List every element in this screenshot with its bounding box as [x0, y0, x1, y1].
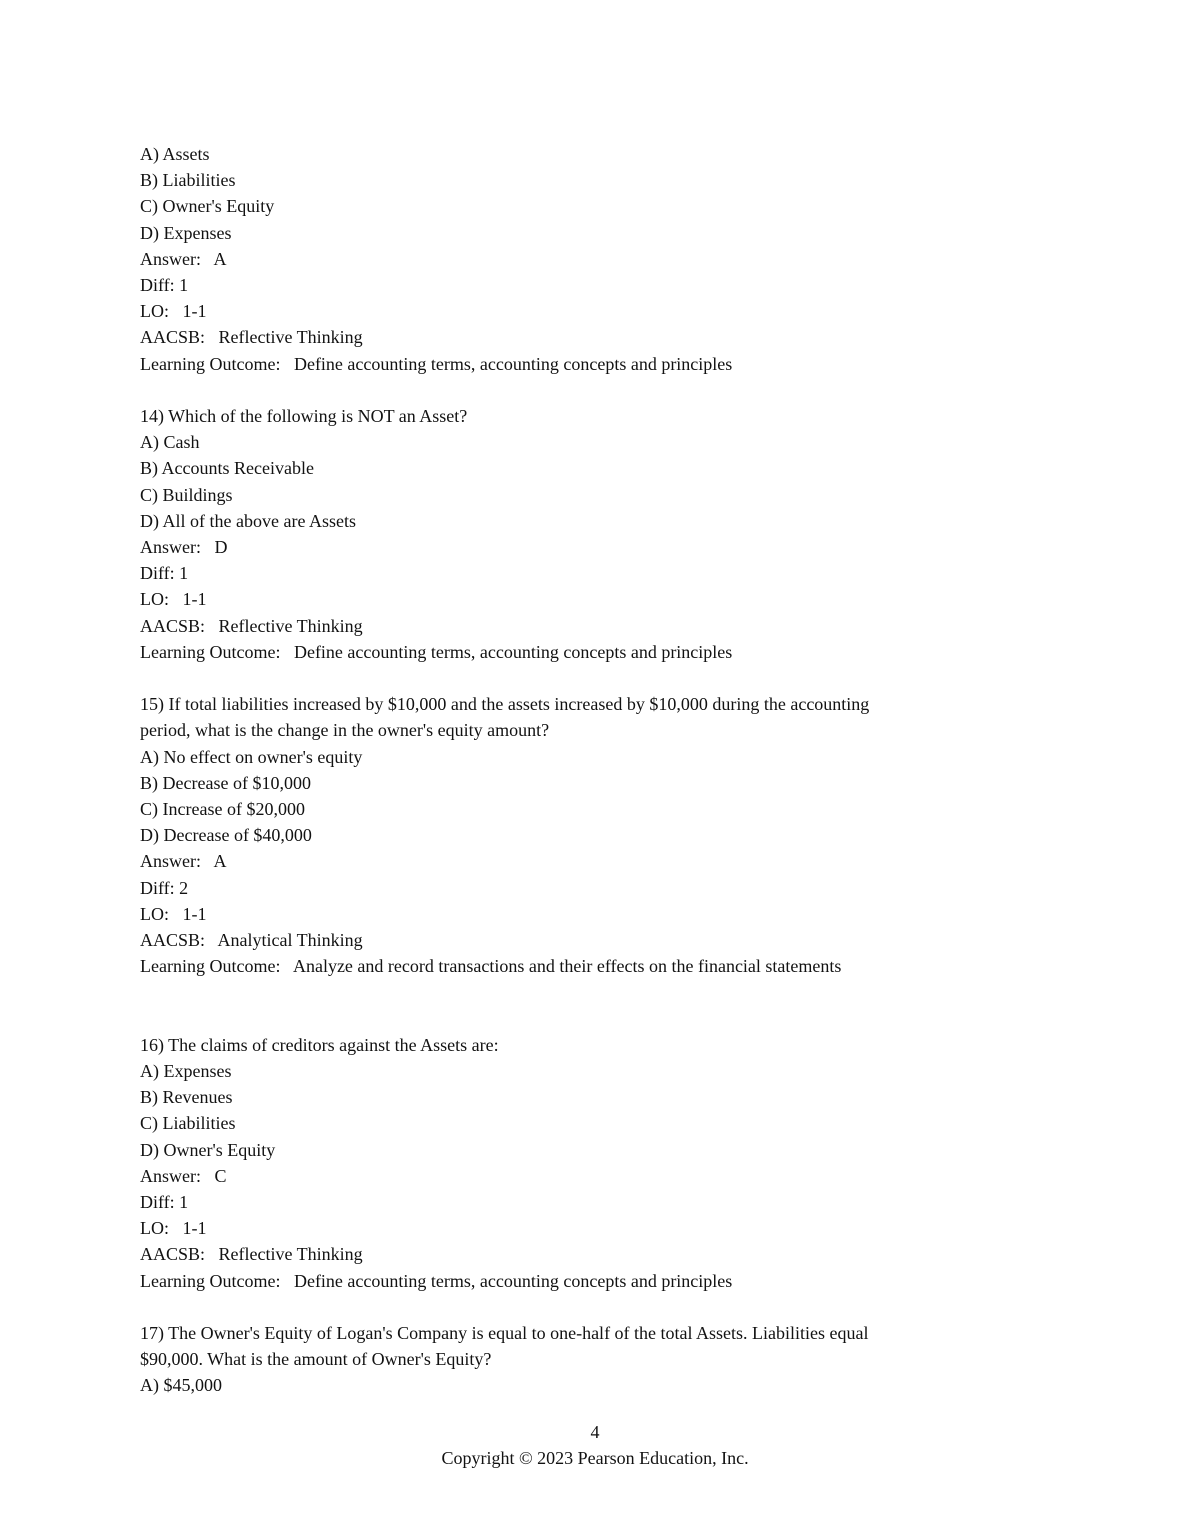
text-line: A) No effect on owner's equity: [140, 746, 363, 767]
text-line: 16) The claims of creditors against the Assets are:: [140, 1034, 499, 1055]
page-number: 4: [590, 1422, 600, 1442]
text-line: Learning Outcome: Define accounting terms, accounting concepts and principles: [140, 641, 733, 662]
text-line: Learning Outcome: Define accounting terms, accounting concepts and principles: [140, 1270, 733, 1291]
text-line: C) Buildings: [140, 484, 233, 505]
text-line: Diff: 1: [140, 563, 189, 584]
text-line: Answer: A: [140, 248, 227, 269]
text-line: LO: 1-1: [140, 903, 207, 924]
text-line: AACSB: Reflective Thinking: [140, 615, 363, 636]
text-line: A) Expenses: [140, 1061, 232, 1082]
text-line: Diff: 1: [140, 275, 189, 296]
question-17-block: [140, 1320, 1060, 1399]
text-line: D) Expenses: [140, 222, 232, 243]
text-line: D) Decrease of $40,000: [140, 825, 312, 846]
text-line: Answer: D: [140, 537, 228, 558]
page-footer: [0, 1419, 1190, 1471]
text-line: Diff: 1: [140, 1192, 189, 1213]
copyright-line: Copyright © 2023 Pearson Education, Inc.: [441, 1448, 749, 1469]
text-line: 17) The Owner's Equity of Logan's Company is equal to one-half of the total Assets. Liabilities equal: [140, 1323, 869, 1344]
text-line: LO: 1-1: [140, 589, 207, 610]
text-line: AACSB: Analytical Thinking: [140, 930, 363, 951]
text-line: period, what is the change in the owner's equity amount?: [140, 720, 550, 741]
text-line: LO: 1-1: [140, 1218, 207, 1239]
text-line: A) Cash: [140, 432, 200, 453]
question-14-block: [140, 403, 1060, 665]
text-line: Learning Outcome: Analyze and record transactions and their effects on the financial statements: [140, 956, 842, 977]
text-line: Answer: A: [140, 851, 227, 872]
question-16-block: [140, 1032, 1060, 1294]
text-line: C) Increase of $20,000: [140, 799, 305, 820]
text-line: 15) If total liabilities increased by $10,000 and the assets increased by $10,000 during the accounting: [140, 694, 870, 715]
text-line: Answer: C: [140, 1165, 227, 1186]
text-line: B) Accounts Receivable: [140, 458, 314, 479]
text-line: LO: 1-1: [140, 301, 207, 322]
text-line: AACSB: Reflective Thinking: [140, 327, 363, 348]
page-content: [140, 141, 1060, 1425]
text-line: A) Assets: [140, 144, 210, 164]
text-line: A) $45,000: [140, 1375, 222, 1396]
text-line: C) Liabilities: [140, 1113, 236, 1134]
text-line: Learning Outcome: Define accounting terms, accounting concepts and principles: [140, 353, 733, 374]
question-15-block: [140, 691, 1060, 979]
text-line: D) Owner's Equity: [140, 1139, 276, 1160]
text-line: 14) Which of the following is NOT an Asset?: [140, 406, 468, 427]
text-line: B) Revenues: [140, 1087, 233, 1108]
text-line: B) Decrease of $10,000: [140, 772, 311, 793]
text-line: AACSB: Reflective Thinking: [140, 1244, 363, 1265]
text-line: Diff: 2: [140, 877, 189, 898]
text-line: C) Owner's Equity: [140, 196, 275, 217]
text-line: B) Liabilities: [140, 170, 236, 191]
question-13-options-block: [140, 141, 1060, 377]
text-line: $90,000. What is the amount of Owner's Equity?: [140, 1349, 492, 1370]
text-line: D) All of the above are Assets: [140, 510, 356, 531]
